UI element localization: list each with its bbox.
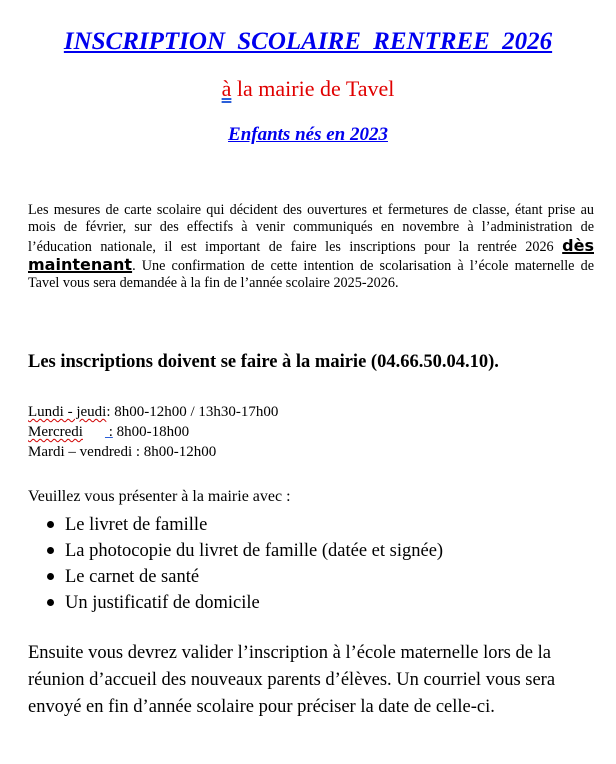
- hours-row-monday-thursday: [28, 402, 278, 422]
- intro-emphasis: dès maintenant: [28, 235, 594, 274]
- birth-year-line: Enfants nés en 2023: [228, 124, 388, 145]
- required-documents-intro: Veuillez vous présenter à la mairie avec :: [28, 488, 291, 505]
- intro-part-2: . Une confirmation de cette intention de scolarisation à l’école maternelle de Tavel vous sera demandée à la fin de l’année scolaire 2025-2026.: [28, 257, 594, 292]
- list-item: Un justificatif de domicile: [28, 590, 443, 616]
- hours-row-wednesday: [28, 422, 278, 442]
- registration-notice: Les inscriptions doivent se faire à la mairie (04.66.50.04.10).: [28, 352, 499, 372]
- list-item: Le livret de famille: [28, 512, 443, 538]
- hours-colon-2: :: [104, 424, 113, 440]
- opening-hours: [28, 402, 278, 462]
- bullet-icon: [47, 521, 54, 528]
- hours-row-tuesday-friday: Mardi – vendredi : 8h00-12h00: [28, 444, 217, 460]
- bullet-icon: [47, 599, 54, 606]
- hours-day-2: Mercredi: [28, 424, 83, 440]
- intro-part-1: Les mesures de carte scolaire qui décident des ouvertures et fermetures de classe, étant prise au mois de février, sur des effectifs à venir communiqués en novembre à l’administration de l’éducation nationale, il est important de faire les inscriptions pour la rentrée 2026: [28, 202, 594, 255]
- required-documents-list: [28, 512, 443, 616]
- document-title: INSCRIPTION SCOLAIRE RENTREE 2026: [63, 28, 553, 55]
- hours-days-1: Lundi - jeudi: [28, 404, 107, 420]
- subtitle-rest: la mairie de Tavel: [231, 76, 395, 101]
- hours-times-2: 8h00-18h00: [112, 424, 190, 440]
- location-subtitle: [0, 76, 616, 102]
- list-item: La photocopie du livret de famille (datée et signée): [28, 538, 443, 564]
- subtitle-prefix: à: [221, 76, 232, 101]
- list-item: Le carnet de santé: [28, 564, 443, 590]
- bullet-icon: [47, 547, 54, 554]
- closing-paragraph: Ensuite vous devrez valider l’inscription à l’école maternelle lors de la réunion d’accueil des nouveaux parents d’élèves. Un courriel vous sera envoyé en fin d’année scolaire pour préciser la date de celle-ci.: [28, 643, 556, 717]
- hours-times-1: : 8h00-12h00 / 13h30-17h00: [106, 404, 279, 420]
- bullet-icon: [47, 573, 54, 580]
- intro-paragraph: [28, 202, 594, 292]
